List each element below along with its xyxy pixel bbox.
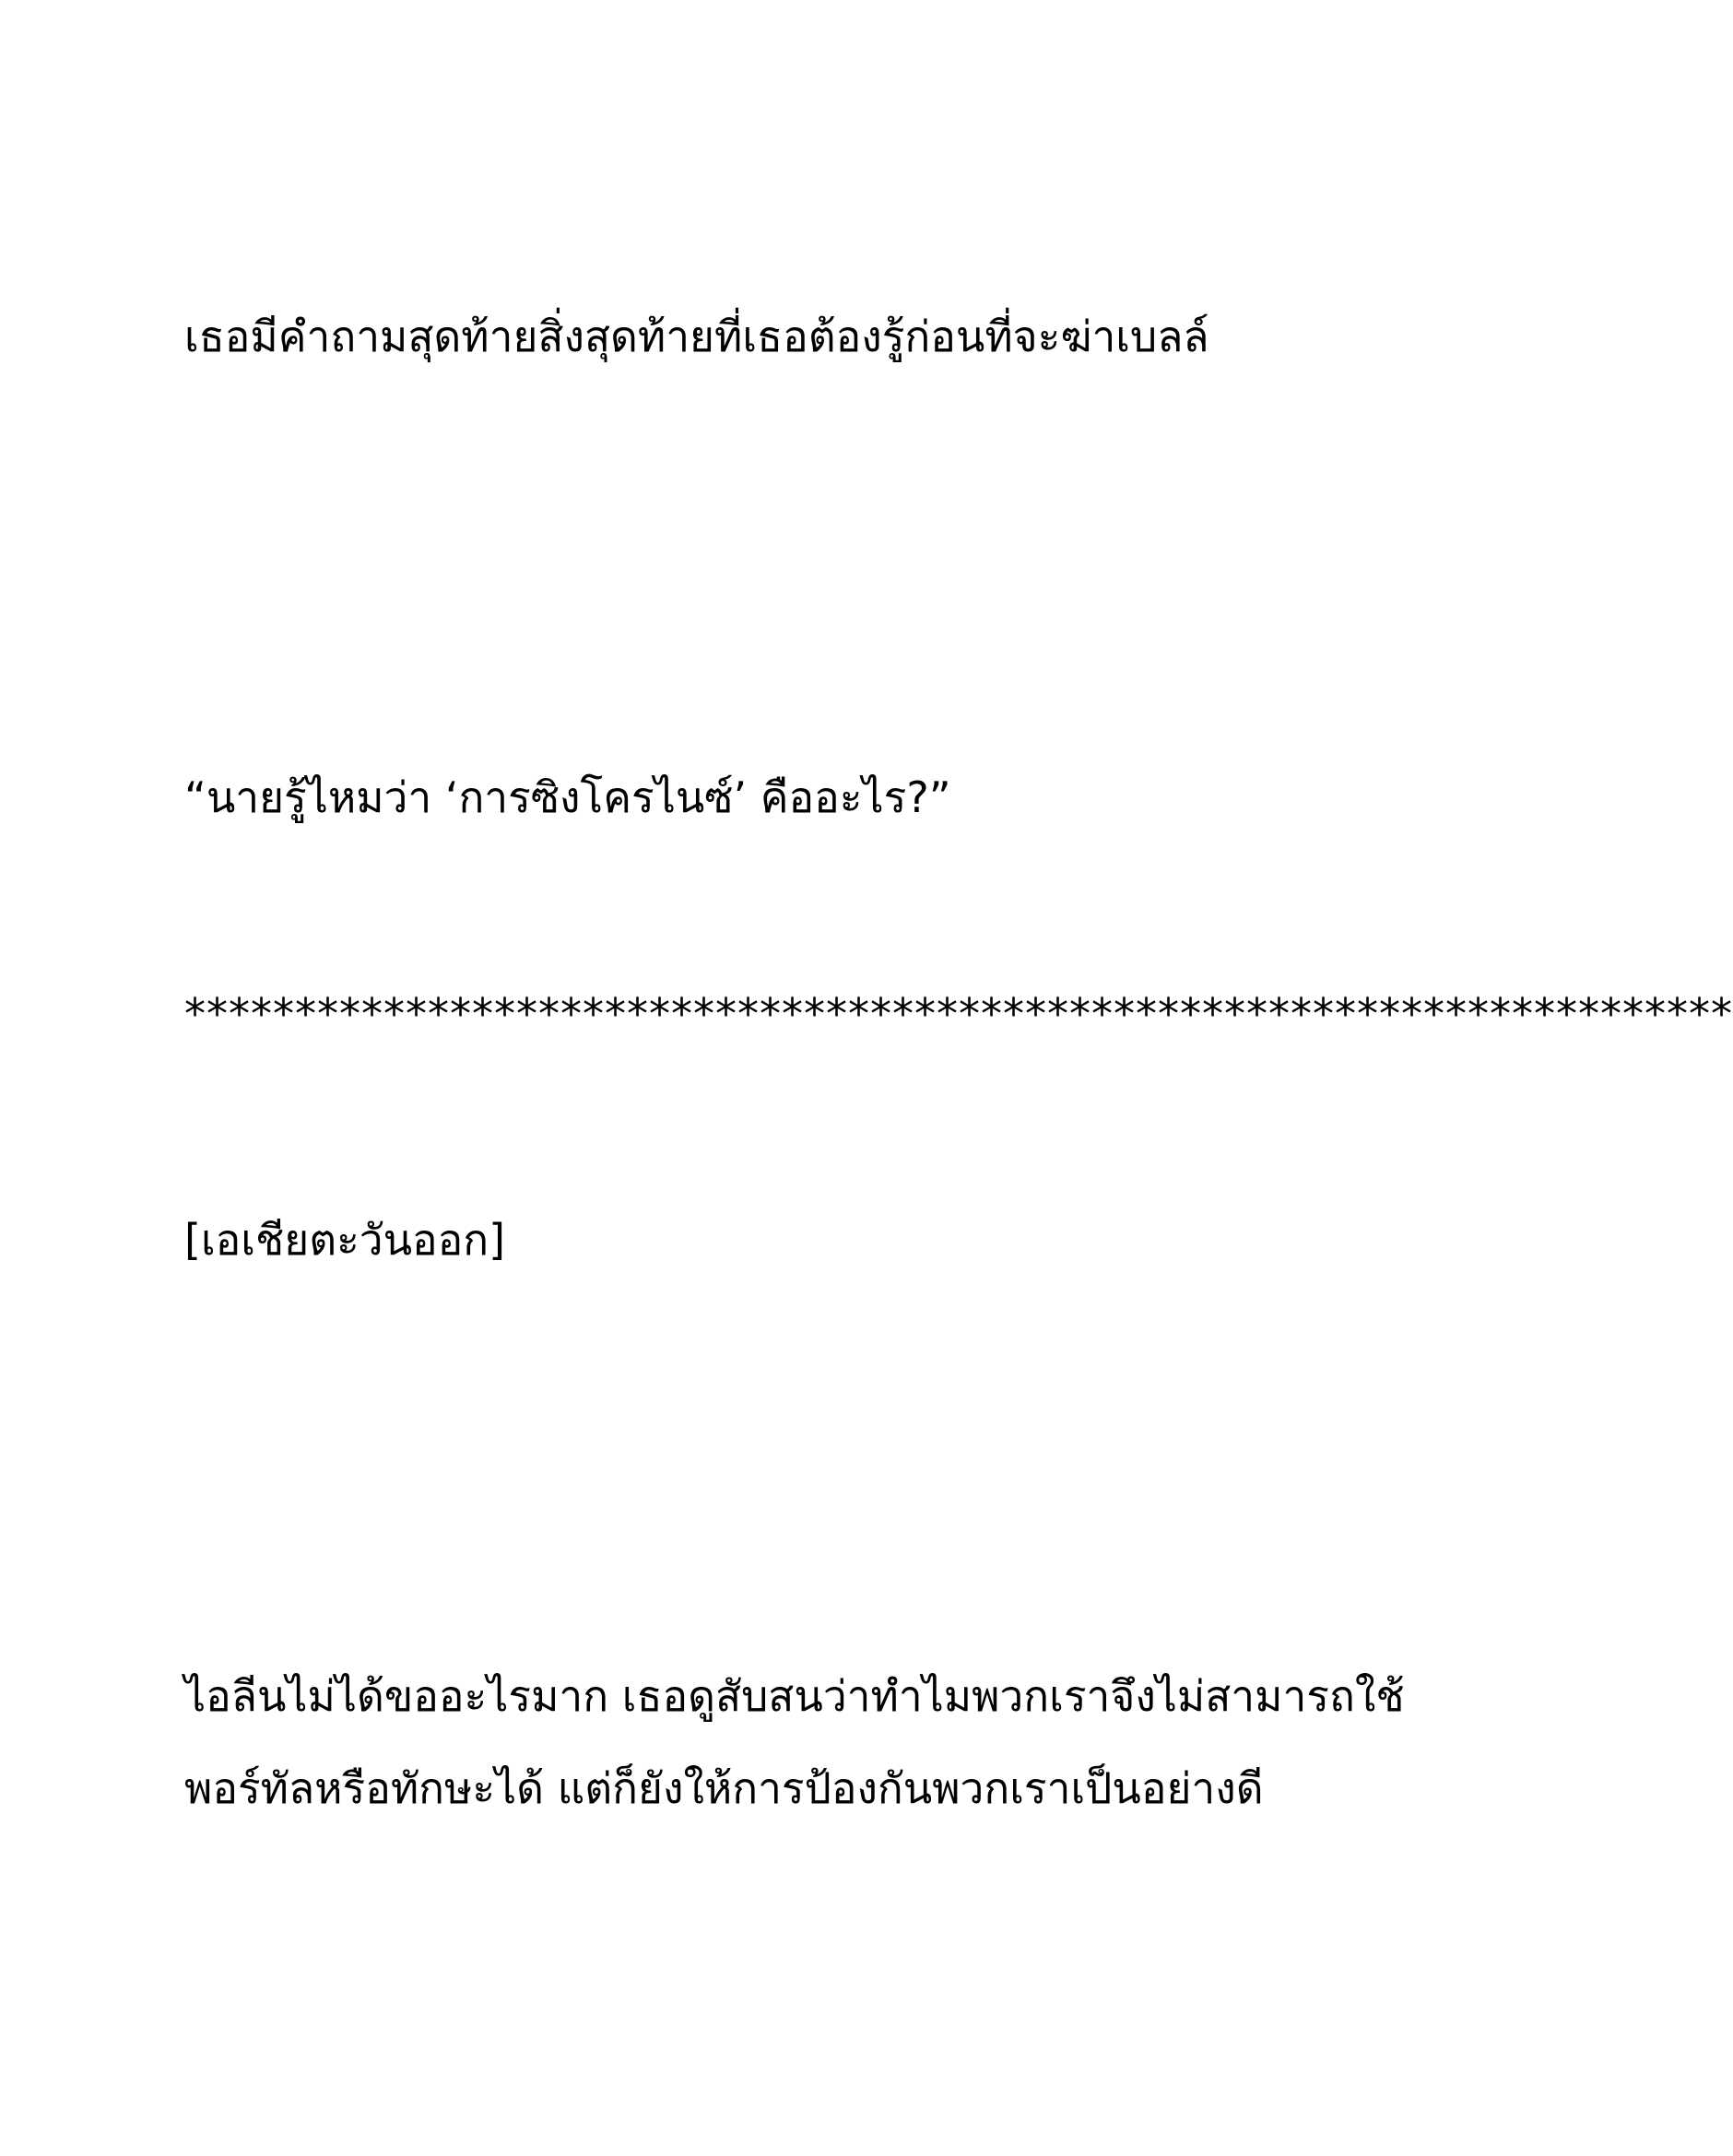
paragraph-last-question: เธอมีคำถามสุดท้ายสิ่งสุดท้ายที่เธอต้องรู้ก่อนที่จะฆ่าเบลล์: [184, 312, 1209, 361]
paragraph-dialogue-synchronize: “นายรู้ไหมว่า ‘การซิงโครไนซ์’ คืออะไร?”: [184, 772, 951, 822]
section-separator: **********************************************************************: [184, 989, 1733, 1039]
paragraph-eileen-line-2: พอร์ทัลหรือทักษะได้ แต่ก็ยังให้การป้องกันพวกเราเป็นอย่างดี: [184, 1763, 1264, 1813]
section-heading-east-asia: [เอเชียตะวันออก]: [184, 1215, 506, 1265]
paragraph-eileen-line-1: ไอลีนไม่ได้ขออะไรมาก เธอดูสับสนว่าทำไมพวกเราจึงไม่สามารถใช้: [184, 1671, 1405, 1721]
